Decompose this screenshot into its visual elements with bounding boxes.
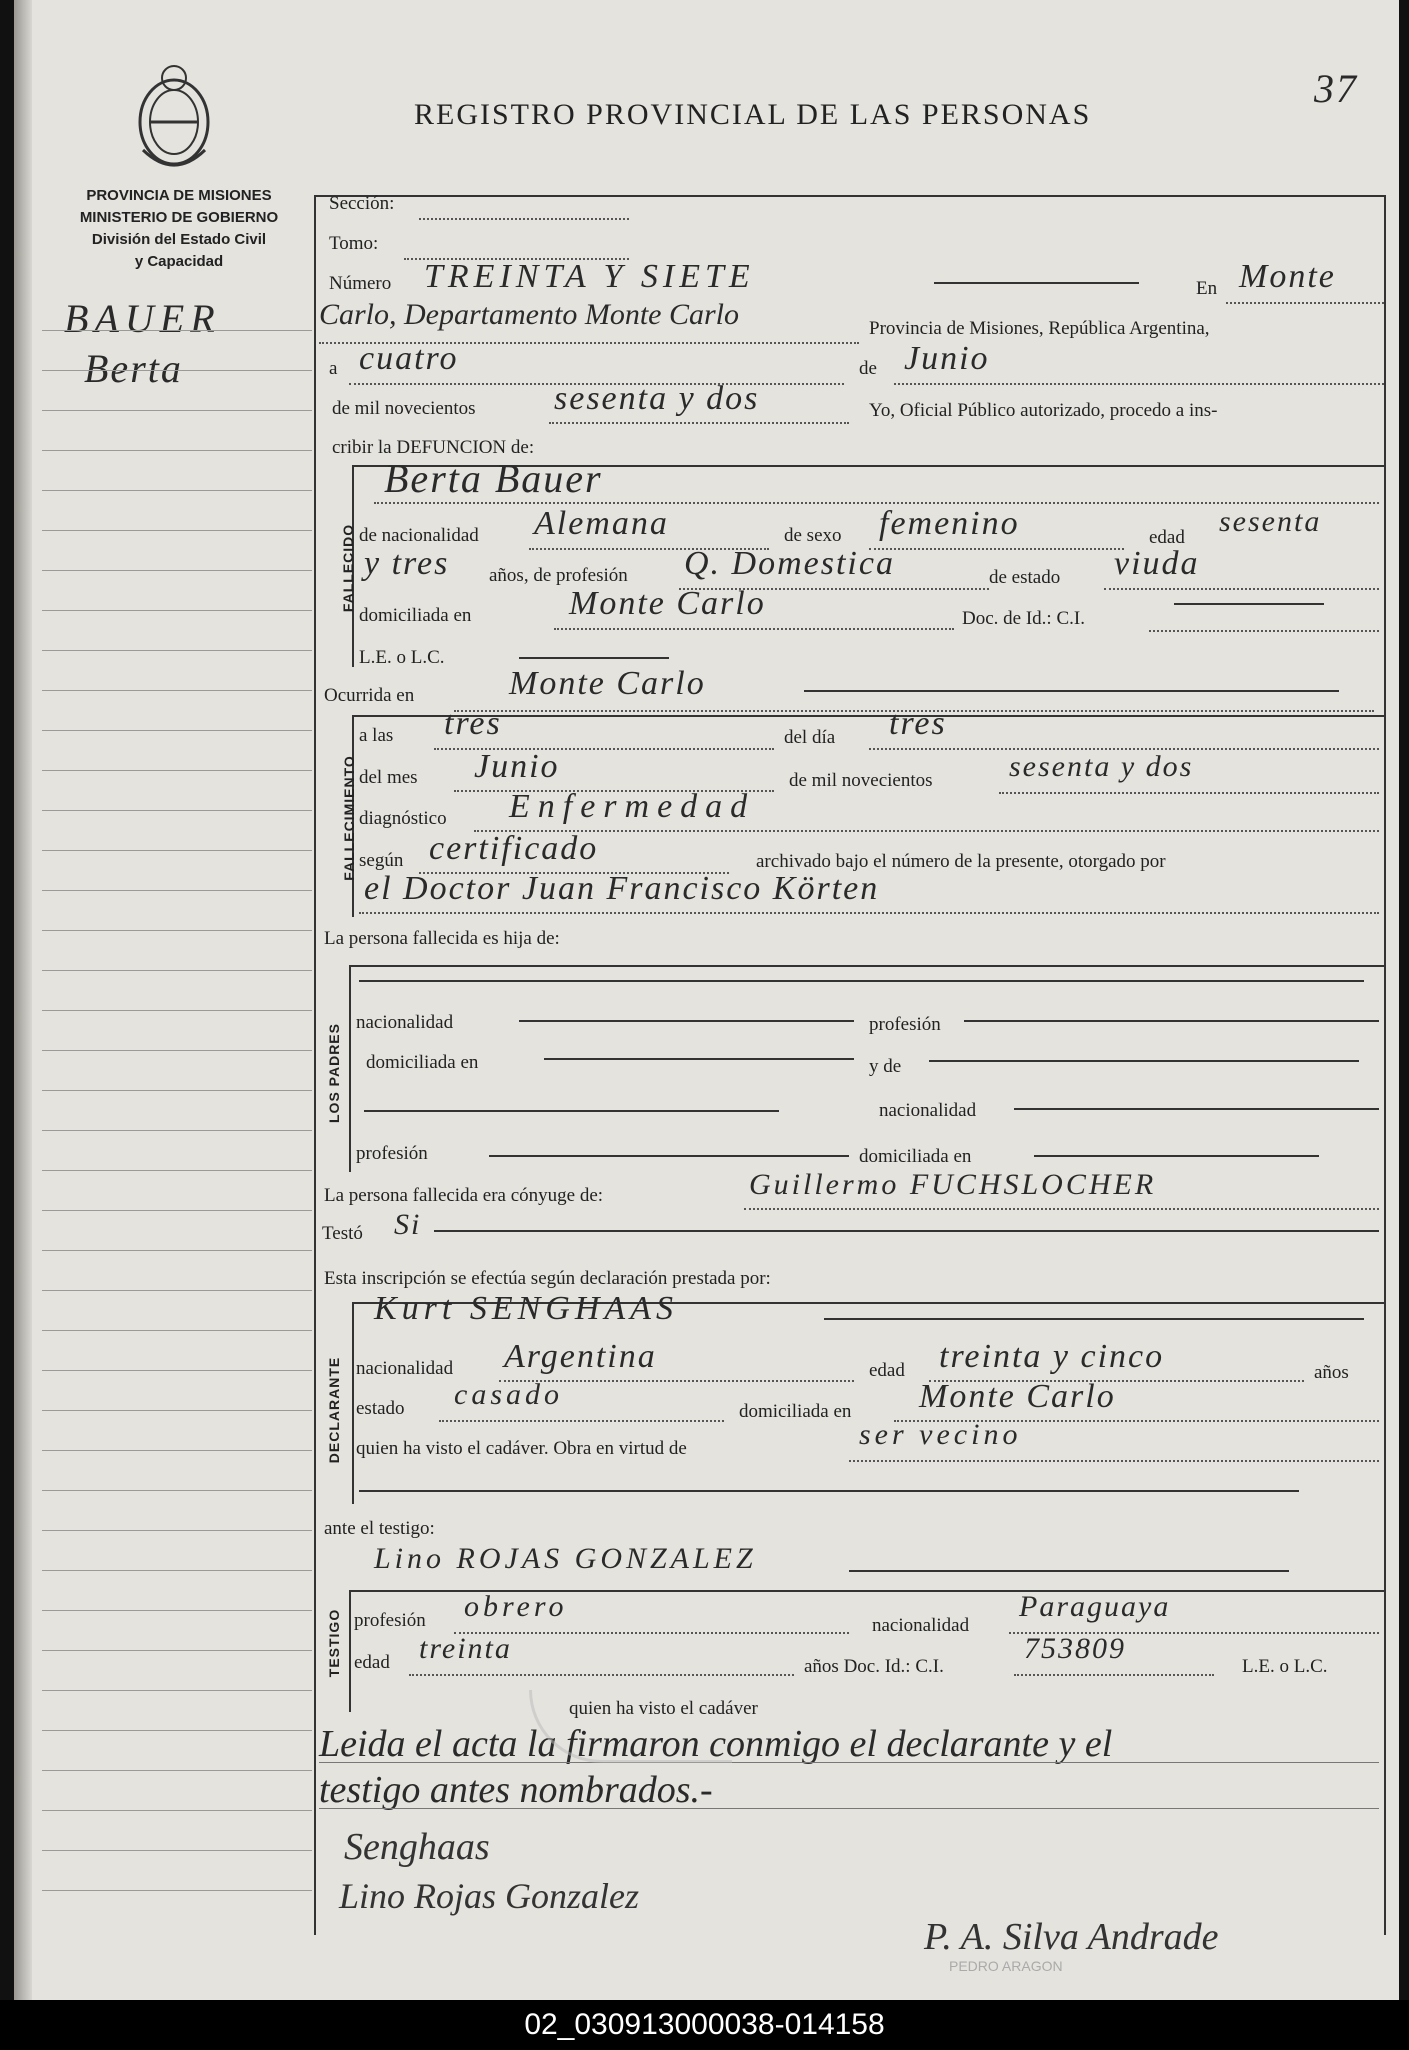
testigo-name-dash — [849, 1570, 1289, 1572]
testigo-le-label: L.E. o L.C. — [1242, 1656, 1328, 1677]
fallecido-name-line — [374, 502, 1379, 504]
anio-value: sesenta y dos — [1009, 750, 1194, 783]
margin-rule — [42, 1170, 312, 1171]
testigo-intro: ante el testigo: — [324, 1518, 435, 1539]
year-value: sesenta y dos — [554, 380, 760, 417]
padres-profesion-dash — [964, 1020, 1379, 1022]
fallecido-section-label: FALLECIDO — [340, 523, 356, 613]
madre-name-line — [364, 1110, 779, 1112]
cribir-text: cribir la DEFUNCION de: — [332, 437, 535, 458]
declarante-virtud-line — [849, 1460, 1379, 1462]
profesion-value: Q. Domestica — [684, 545, 895, 582]
margin-rule — [42, 1370, 312, 1371]
declarante-estado-value: casado — [454, 1378, 563, 1411]
place-value: Carlo, Departamento Monte Carlo — [319, 298, 739, 331]
domiciliada-line — [554, 628, 954, 630]
year-line — [549, 422, 849, 424]
seccion-line — [419, 218, 629, 220]
margin-rule — [42, 450, 312, 451]
margin-rule — [42, 330, 312, 331]
en-value: Monte — [1239, 258, 1336, 295]
margin-surname: BAUER — [64, 296, 221, 341]
numero-value: TREINTA Y SIETE — [424, 258, 755, 295]
margin-rule — [42, 930, 312, 931]
doc-line — [1149, 630, 1379, 632]
dia-label: del día — [784, 727, 836, 748]
le-label: L.E. o L.C. — [359, 647, 445, 668]
sexo-line — [869, 548, 1124, 550]
margin-rule — [42, 1490, 312, 1491]
page-number: 37 — [1314, 66, 1358, 111]
declarante-section-label: DECLARANTE — [326, 1356, 342, 1464]
margin-rule — [42, 570, 312, 571]
margin-rule — [42, 1890, 312, 1891]
padres-domiciliada-dash — [544, 1058, 854, 1060]
conyuge-label: La persona fallecida era cónyuge de: — [324, 1185, 604, 1206]
margin-rule — [42, 1650, 312, 1651]
estado-line — [1104, 588, 1379, 590]
register-title: REGISTRO PROVINCIAL DE LAS PERSONAS — [414, 98, 1092, 131]
margin-rule — [42, 1770, 312, 1771]
margin-rule — [42, 1530, 312, 1531]
margin-rule — [42, 1130, 312, 1131]
authority-line3: División del Estado Civil — [91, 231, 267, 248]
edad-label: edad — [1149, 527, 1185, 548]
nacionalidad-label: de nacionalidad — [359, 525, 479, 546]
archivado-text: archivado bajo el número de la presente, otorgado por — [756, 851, 1166, 872]
sexo-label: de sexo — [784, 525, 842, 546]
testigo-edad-label: edad — [354, 1652, 390, 1673]
margin-rule — [42, 410, 312, 411]
dia-value: tres — [889, 705, 947, 742]
authority-line1: PROVINCIA DE MISIONES — [86, 187, 272, 204]
margin-rule — [42, 1250, 312, 1251]
hija-label: La persona fallecida es hija de: — [324, 928, 560, 949]
declarante-domiciliada-value: Monte Carlo — [919, 1378, 1116, 1415]
fallecido-name: Berta Bauer — [384, 456, 603, 501]
conyuge-value: Guillermo FUCHSLOCHER — [749, 1168, 1157, 1201]
margin-rule — [42, 370, 312, 371]
margin-rule — [42, 1450, 312, 1451]
doctor-value: el Doctor Juan Francisco Körten — [364, 870, 880, 907]
seccion-label: Sección: — [329, 193, 395, 214]
testigo-ci-line — [1014, 1674, 1214, 1676]
estado-value: viuda — [1114, 545, 1200, 582]
declarante-nacionalidad-value: Argentina — [504, 1338, 657, 1375]
declarante-domiciliada-label: domiciliada en — [739, 1401, 852, 1422]
margin-rule — [42, 1410, 312, 1411]
declarante-extra-line — [359, 1490, 1299, 1492]
estado-label: de estado — [989, 567, 1061, 588]
testigo-edad-value: treinta — [419, 1632, 512, 1665]
doc-dash — [1174, 603, 1324, 605]
margin-given-name: Berta — [84, 346, 183, 391]
declarante-edad-label: edad — [869, 1360, 905, 1381]
diagnostico-label: diagnóstico — [359, 808, 447, 829]
margin-rule — [42, 770, 312, 771]
declarante-virtud-value: ser vecino — [859, 1418, 1022, 1451]
margin-rule — [42, 1850, 312, 1851]
a-las-label: a las — [359, 725, 394, 746]
padres-box — [349, 965, 1386, 1172]
de-mil-label: de mil novecientos — [789, 770, 933, 791]
ocurrida-dash — [804, 690, 1339, 692]
provincia-text: Provincia de Misiones, República Argentina, — [869, 318, 1210, 339]
padres-nacionalidad-label: nacionalidad — [356, 1012, 454, 1033]
margin-rule — [42, 1730, 312, 1731]
closing-line-1: Leida el acta la firmaron conmigo el declarante y el — [319, 1723, 1113, 1765]
margin-rule — [42, 1290, 312, 1291]
le-dash — [519, 657, 669, 659]
diagnostico-line — [474, 830, 1379, 832]
testigo-edad-line — [409, 1674, 794, 1676]
stamp-text: PEDRO ARAGON — [949, 1958, 1063, 1974]
margin-rule — [42, 1610, 312, 1611]
declaracion-label: Esta inscripción se efectúa según declaración prestada por: — [324, 1268, 771, 1289]
testigo-profesion-label: profesión — [354, 1610, 426, 1631]
testigo-anios-doc-label: años Doc. Id.: C.I. — [804, 1656, 944, 1677]
margin-rule — [42, 970, 312, 971]
hora-value: tres — [444, 705, 502, 742]
nacionalidad-value: Alemana — [534, 505, 669, 542]
margin-rule — [42, 690, 312, 691]
margin-rule — [42, 650, 312, 651]
padres-profesion2-label: profesión — [356, 1143, 428, 1164]
authority-block — [44, 185, 314, 273]
declarante-estado-line — [439, 1420, 724, 1422]
signature-oficial: P. A. Silva Andrade — [924, 1916, 1219, 1958]
margin-rule — [42, 530, 312, 531]
testigo-profesion-line — [454, 1632, 849, 1634]
mes-value: Junio — [474, 748, 560, 785]
authority-line4: y Capacidad — [134, 253, 224, 270]
padres-nacionalidad2-label: nacionalidad — [879, 1100, 977, 1121]
domiciliada-value: Monte Carlo — [569, 585, 766, 622]
en-line — [1226, 302, 1384, 304]
padres-domiciliada2-label: domiciliada en — [859, 1146, 972, 1167]
domiciliada-label: domiciliada en — [359, 605, 472, 626]
margin-rule — [42, 1090, 312, 1091]
declarante-edad-value: treinta y cinco — [939, 1338, 1165, 1375]
padres-profesion-label: profesión — [869, 1014, 941, 1035]
declarante-visto-text: quien ha visto el cadáver. Obra en virtud de — [356, 1438, 687, 1459]
declarante-estado-label: estado — [356, 1398, 405, 1419]
mes-label: del mes — [359, 767, 418, 788]
a-label: a — [329, 358, 338, 379]
testigo-ci-value: 753809 — [1024, 1632, 1126, 1665]
fallecimiento-section-label: FALLECIMIENTO — [341, 755, 357, 881]
register-page — [14, 0, 1399, 2000]
closing-rule-2 — [319, 1808, 1379, 1809]
edad-value-2: y tres — [364, 545, 450, 582]
ocurrida-label: Ocurrida en — [324, 685, 415, 706]
form-frame-top — [314, 195, 1386, 197]
padres-nacionalidad2-dash — [1014, 1108, 1379, 1110]
day-value: cuatro — [359, 340, 459, 377]
padres-nacionalidad-dash — [519, 1020, 854, 1022]
coat-of-arms-seal — [129, 60, 219, 175]
padre-name-line — [359, 980, 1364, 982]
margin-rule — [42, 890, 312, 891]
month-value: Junio — [904, 340, 990, 377]
padres-domiciliada2-dash — [1034, 1155, 1319, 1157]
form-frame-left — [314, 195, 316, 1935]
padres-section-label: LOS PADRES — [326, 1023, 342, 1123]
declarante-name: Kurt SENGHAAS — [374, 1290, 678, 1327]
testigo-name: Lino ROJAS GONZALEZ — [374, 1542, 757, 1575]
testigo-visto-label: quien ha visto el cadáver — [569, 1698, 758, 1719]
sexo-value: femenino — [879, 505, 1020, 542]
testigo-nacionalidad-label: nacionalidad — [872, 1615, 970, 1636]
numero-label: Número — [329, 273, 392, 294]
margin-rule — [42, 1050, 312, 1051]
margin-rule — [42, 1570, 312, 1571]
testo-line — [434, 1230, 1379, 1232]
signature-declarante: Senghaas — [344, 1826, 490, 1868]
testo-label: Testó — [322, 1223, 363, 1244]
testigo-section-label: TESTIGO — [326, 1608, 342, 1678]
testigo-nacionalidad-value: Paraguaya — [1019, 1590, 1171, 1623]
de-label: de — [859, 358, 877, 379]
image-id-footer: 02_030913000038-014158 — [0, 2000, 1409, 2050]
tomo-label: Tomo: — [329, 233, 379, 254]
anios-profesion-label: años, de profesión — [489, 565, 628, 586]
segun-value: certificado — [429, 830, 599, 867]
numero-dash — [934, 282, 1139, 284]
month-line — [894, 383, 1384, 385]
margin-rule — [42, 1010, 312, 1011]
conyuge-line — [744, 1208, 1379, 1210]
testo-value: Si — [394, 1208, 422, 1241]
segun-label: según — [359, 850, 404, 871]
margin-rule — [42, 490, 312, 491]
doc-label: Doc. de Id.: C.I. — [962, 608, 1085, 629]
margin-rule — [42, 730, 312, 731]
margin-rule — [42, 1330, 312, 1331]
testigo-profesion-value: obrero — [464, 1590, 568, 1623]
year-prefix: de mil novecientos — [332, 398, 476, 419]
padres-profesion2-dash — [489, 1155, 849, 1157]
margin-rule — [42, 1210, 312, 1211]
declarante-nacionalidad-label: nacionalidad — [356, 1358, 454, 1379]
diagnostico-value: Enfermedad — [509, 788, 756, 825]
margin-rule — [42, 810, 312, 811]
declarante-anios-label: años — [1314, 1362, 1349, 1383]
padres-y-de-dash — [929, 1060, 1359, 1062]
padres-y-de-label: y de — [869, 1056, 902, 1077]
signature-testigo: Lino Rojas Gonzalez — [339, 1876, 640, 1916]
anio-line — [999, 792, 1379, 794]
en-label: En — [1196, 278, 1218, 299]
edad-value: sesenta — [1219, 505, 1322, 538]
oficial-text: Yo, Oficial Público autorizado, procedo a ins- — [869, 400, 1218, 421]
closing-rule-1 — [319, 1762, 1379, 1763]
margin-rule — [42, 850, 312, 851]
doctor-line — [359, 912, 1379, 914]
closing-line-2: testigo antes nombrados.- — [319, 1769, 713, 1811]
padres-domiciliada-label: domiciliada en — [366, 1052, 479, 1073]
declarante-name-dash — [824, 1318, 1364, 1320]
authority-line2: MINISTERIO DE GOBIERNO — [79, 209, 279, 226]
margin-rule — [42, 610, 312, 611]
ocurrida-value: Monte Carlo — [509, 665, 706, 702]
margin-rule — [42, 1690, 312, 1691]
margin-rule — [42, 1810, 312, 1811]
